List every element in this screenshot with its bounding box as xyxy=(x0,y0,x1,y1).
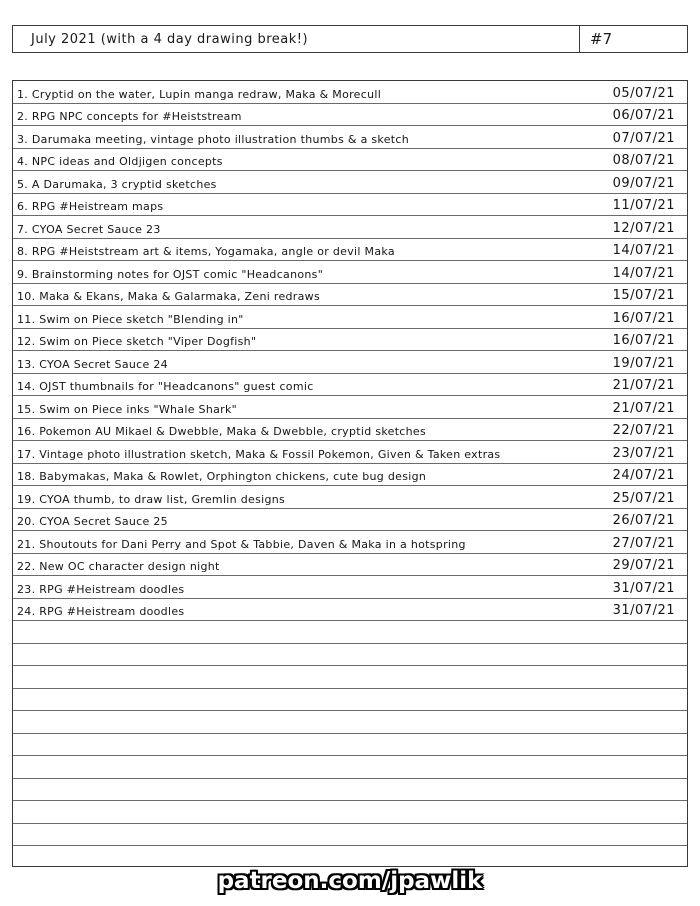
entry-date: 22/07/21 xyxy=(612,423,675,438)
entry-text: 15. Swim on Piece inks "Whale Shark" xyxy=(17,402,238,416)
entry-text: 21. Shoutouts for Dani Perry and Spot & Tabbie, Daven & Maka in a hotspring xyxy=(17,537,466,551)
log-entry xyxy=(13,599,687,622)
entry-date: 21/07/21 xyxy=(612,378,675,393)
log-entry xyxy=(13,509,687,532)
empty-ruled-line xyxy=(13,644,687,667)
entry-date: 21/07/21 xyxy=(612,400,675,416)
entry-text: 24. RPG #Heistream doodles xyxy=(17,605,185,618)
entry-date: 31/07/21 xyxy=(612,580,675,596)
entry-text: 5. A Darumaka, 3 cryptid sketches xyxy=(17,177,217,191)
log-entry xyxy=(13,351,687,374)
entry-text: 3. Darumaka meeting, vintage photo illustration thumbs & a sketch xyxy=(17,132,410,146)
entry-text: 22. New OC character design night xyxy=(17,560,220,573)
entry-date: 31/07/21 xyxy=(612,603,675,618)
entry-text: 2. RPG NPC concepts for #Heiststream xyxy=(17,110,242,123)
empty-ruled-line xyxy=(13,801,687,824)
entry-text: 4. NPC ideas and Oldjigen concepts xyxy=(17,155,223,168)
log-entry xyxy=(13,149,687,172)
entry-text: 8. RPG #Heiststream art & items, Yogamaka, angle or devil Maka xyxy=(17,245,395,258)
entry-date: 16/07/21 xyxy=(612,333,675,348)
log-entry xyxy=(13,554,687,577)
entry-text: 11. Swim on Piece sketch "Blending in" xyxy=(17,312,244,326)
log-entry xyxy=(13,261,687,284)
entry-text: 19. CYOA thumb, to draw list, Gremlin designs xyxy=(17,492,286,506)
entry-text: 1. Cryptid on the water, Lupin manga redraw, Maka & Morecull xyxy=(17,87,382,101)
entry-text: 17. Vintage photo illustration sketch, Maka & Fossil Pokemon, Given & Taken extras xyxy=(17,447,501,461)
log-entry xyxy=(13,126,687,149)
entry-date: 09/07/21 xyxy=(612,175,675,191)
entry-text: 7. CYOA Secret Sauce 23 xyxy=(17,222,161,236)
log-entry xyxy=(13,239,687,262)
log-entry xyxy=(13,171,687,194)
empty-ruled-line xyxy=(13,846,687,867)
page-title: July 2021 (with a 4 day drawing break!) xyxy=(31,31,309,47)
entry-date: 16/07/21 xyxy=(612,310,675,326)
log-entry xyxy=(13,396,687,419)
entry-date: 14/07/21 xyxy=(612,243,675,258)
entry-date: 24/07/21 xyxy=(612,468,675,483)
log-entry xyxy=(13,306,687,329)
entry-text: 18. Babymakas, Maka & Rowlet, Orphington chickens, cute bug design xyxy=(17,470,427,483)
log-entry xyxy=(13,374,687,397)
log-list xyxy=(13,81,687,867)
log-entry xyxy=(13,329,687,352)
entry-date: 25/07/21 xyxy=(612,490,675,506)
entry-date: 11/07/21 xyxy=(612,198,675,213)
empty-ruled-line xyxy=(13,689,687,712)
empty-ruled-line xyxy=(13,666,687,689)
log-entry xyxy=(13,464,687,487)
empty-ruled-line xyxy=(13,756,687,779)
patreon-link[interactable]: patreon.com/jpawlik xyxy=(217,868,483,894)
empty-ruled-line xyxy=(13,711,687,734)
entry-date: 08/07/21 xyxy=(612,153,675,168)
entry-date: 07/07/21 xyxy=(612,130,675,146)
log-entry xyxy=(13,419,687,442)
entry-date: 06/07/21 xyxy=(612,108,675,123)
entry-text: 10. Maka & Ekans, Maka & Galarmaka, Zeni redraws xyxy=(17,290,320,303)
entry-text: 20. CYOA Secret Sauce 25 xyxy=(17,515,168,528)
log-entry xyxy=(13,576,687,599)
log-entry xyxy=(13,486,687,509)
log-entry xyxy=(13,194,687,217)
empty-ruled-line xyxy=(13,734,687,757)
entry-date: 12/07/21 xyxy=(612,220,675,236)
entry-date: 15/07/21 xyxy=(612,288,675,303)
page-number: #7 xyxy=(579,26,687,52)
entry-date: 19/07/21 xyxy=(612,355,675,371)
log-entry xyxy=(13,531,687,554)
entry-date: 29/07/21 xyxy=(612,558,675,573)
log-entry xyxy=(13,441,687,464)
log-entry xyxy=(13,216,687,239)
entry-text: 23. RPG #Heistream doodles xyxy=(17,582,185,596)
entry-text: 16. Pokemon AU Mikael & Dwebble, Maka & Dwebble, cryptid sketches xyxy=(17,425,427,438)
entry-date: 14/07/21 xyxy=(612,265,675,281)
log-entry xyxy=(13,81,687,104)
entry-text: 9. Brainstorming notes for OJST comic "Headcanons" xyxy=(17,267,324,281)
entry-text: 13. CYOA Secret Sauce 24 xyxy=(17,357,168,371)
log-entry xyxy=(13,284,687,307)
empty-ruled-line xyxy=(13,621,687,644)
entry-date: 05/07/21 xyxy=(612,85,675,101)
log-entry xyxy=(13,104,687,127)
entry-date: 27/07/21 xyxy=(612,535,675,551)
entry-date: 26/07/21 xyxy=(612,513,675,528)
entry-text: 6. RPG #Heistream maps xyxy=(17,200,164,213)
entry-date: 23/07/21 xyxy=(612,445,675,461)
empty-ruled-line xyxy=(13,779,687,802)
empty-ruled-line xyxy=(13,824,687,847)
drawing-log xyxy=(12,80,688,867)
entry-text: 12. Swim on Piece sketch "Viper Dogfish" xyxy=(17,335,257,348)
header-box xyxy=(12,25,688,53)
entry-text: 14. OJST thumbnails for "Headcanons" guest comic xyxy=(17,380,314,393)
